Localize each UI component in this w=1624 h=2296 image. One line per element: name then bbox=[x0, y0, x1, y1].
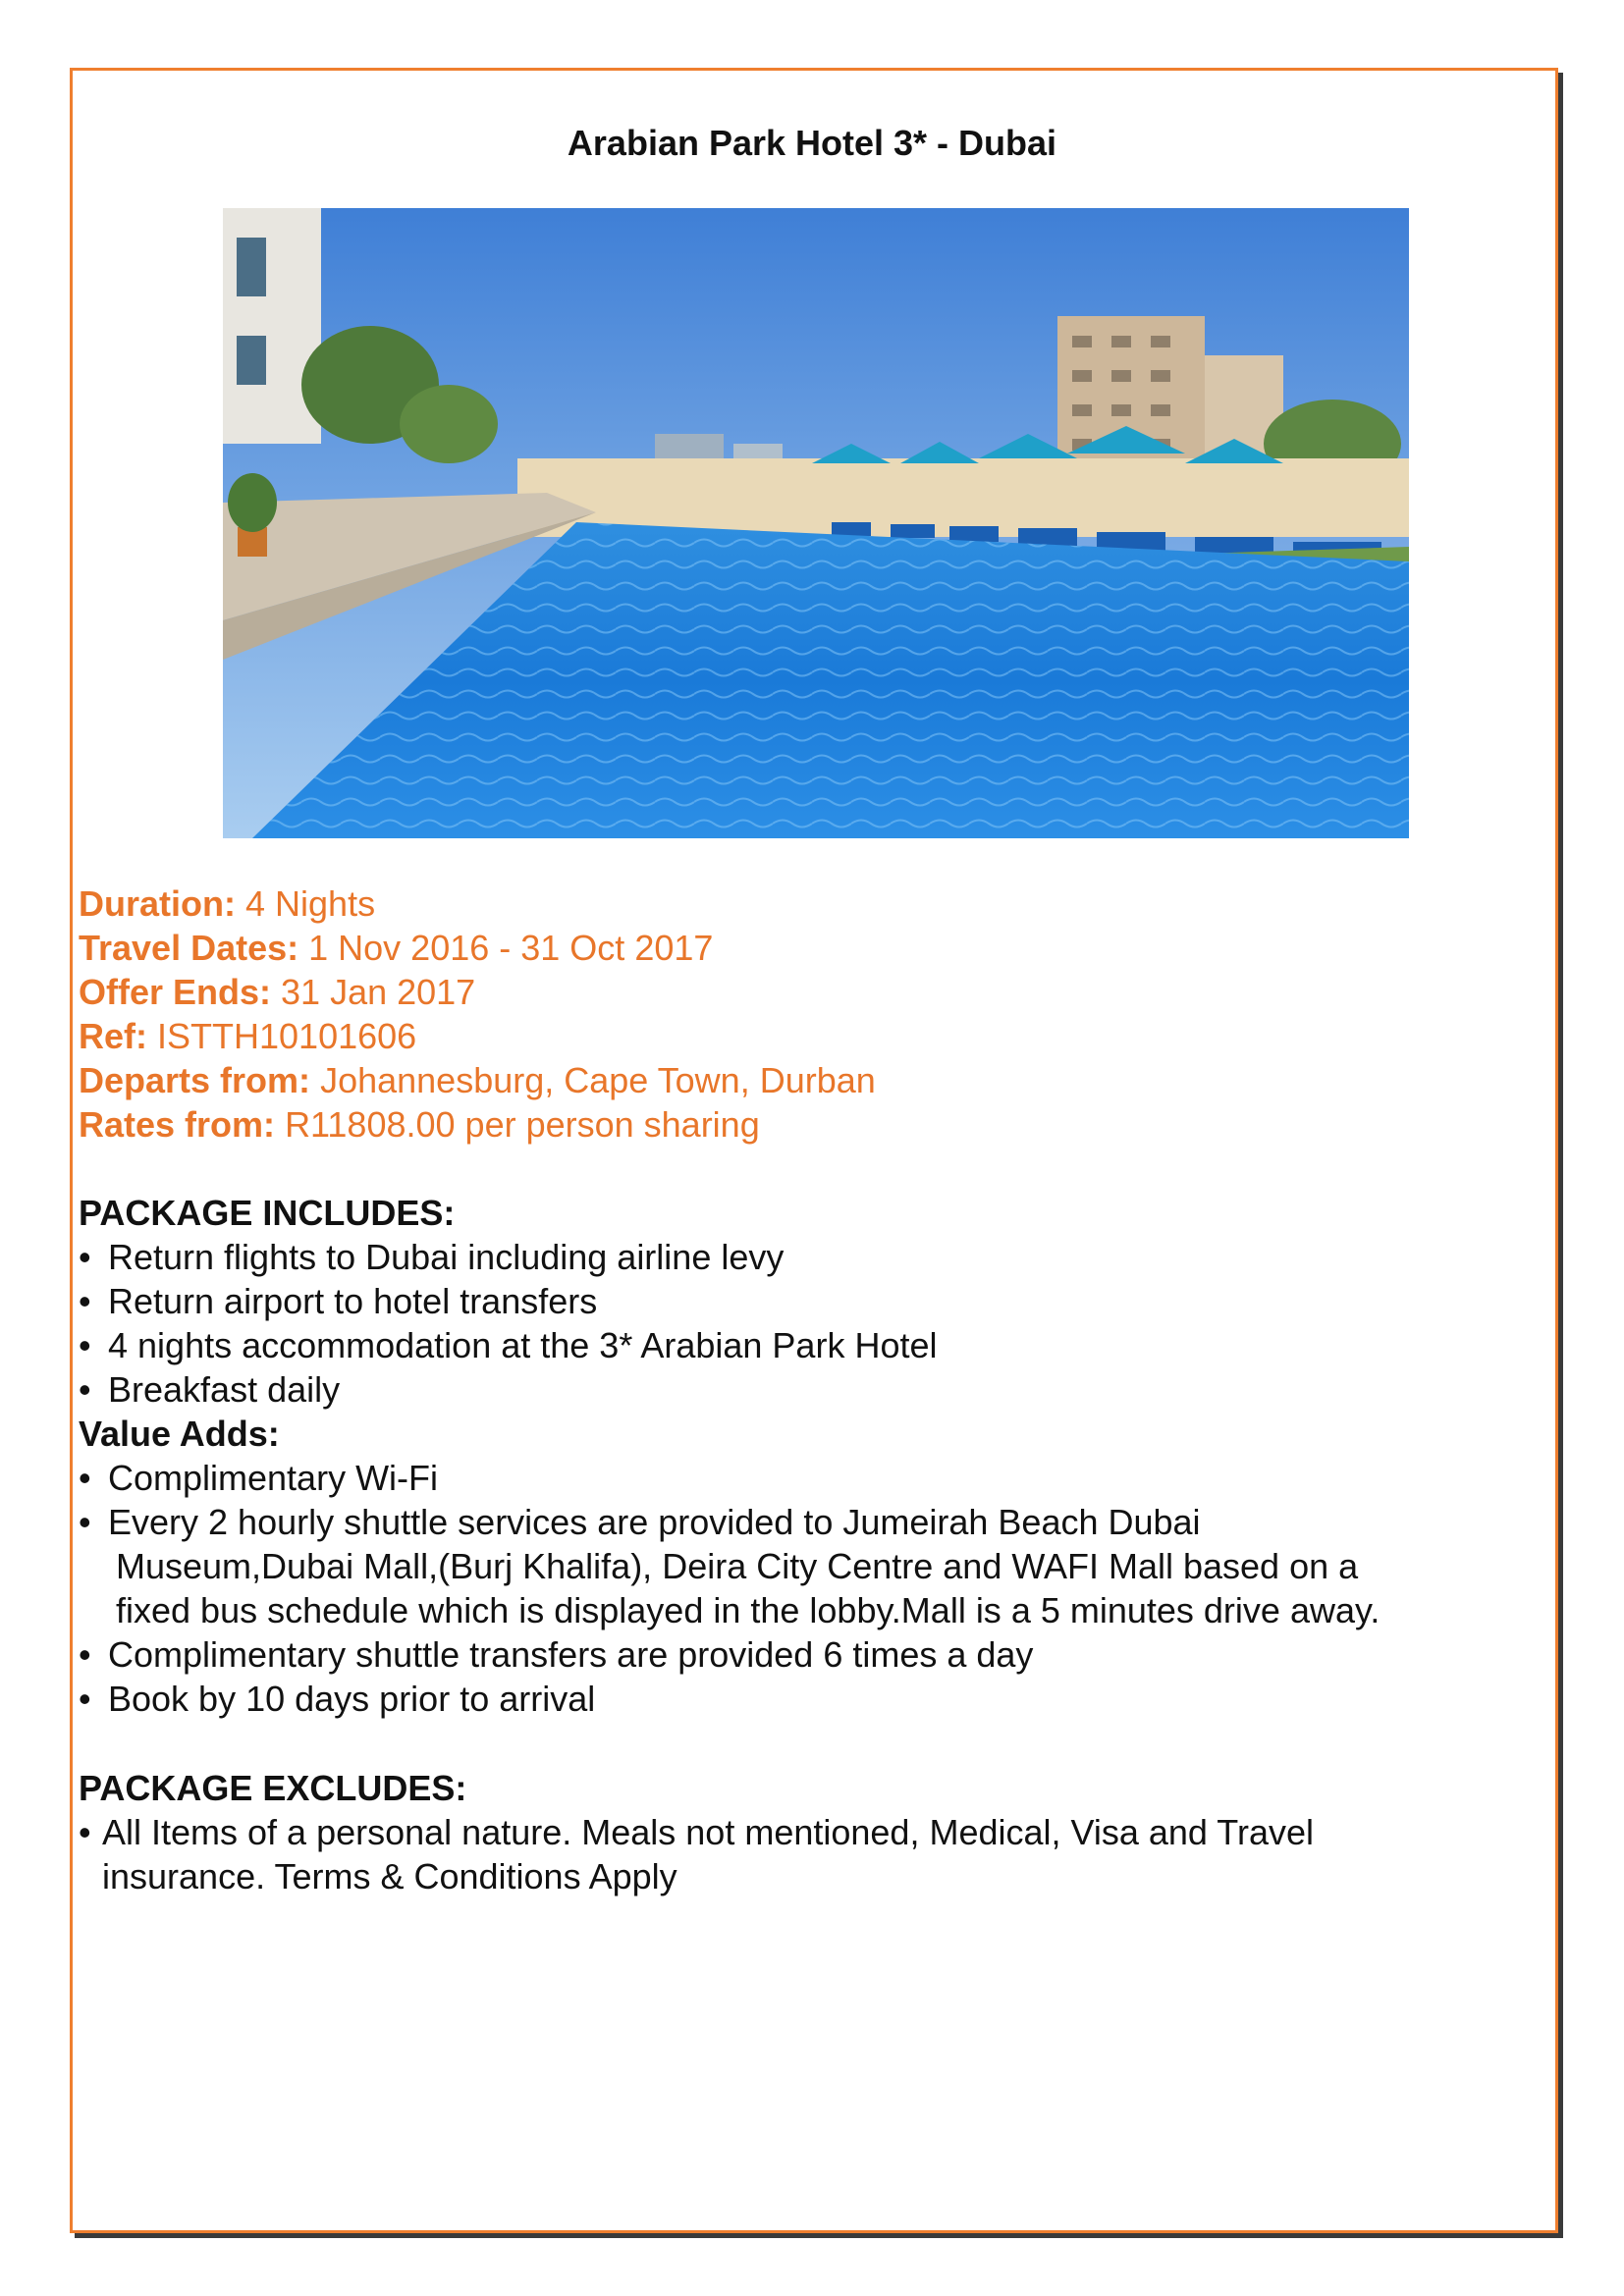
detail-value: Johannesburg, Cape Town, Durban bbox=[320, 1060, 876, 1100]
list-item-continuation bbox=[79, 1544, 1532, 1588]
package-includes-section bbox=[79, 1191, 1532, 1721]
list-item-continuation bbox=[79, 1854, 1532, 1898]
list-item-text: Every 2 hourly shuttle services are provided to Jumeirah Beach Dubai bbox=[108, 1502, 1201, 1542]
detail-offer-ends bbox=[79, 970, 1532, 1014]
list-item-text: Museum,Dubai Mall,(Burj Khalifa), Deira City Centre and WAFI Mall based on a bbox=[116, 1546, 1359, 1586]
includes-heading: PACKAGE INCLUDES: bbox=[79, 1193, 456, 1233]
list-item bbox=[79, 1677, 1532, 1721]
list-item bbox=[79, 1632, 1532, 1677]
bullet-icon: • bbox=[79, 1237, 91, 1277]
bullet-icon: • bbox=[79, 1634, 91, 1675]
bullet-icon: • bbox=[79, 1281, 91, 1321]
detail-label: Duration: bbox=[79, 883, 236, 924]
list-item bbox=[79, 1279, 1532, 1323]
detail-label: Rates from: bbox=[79, 1104, 276, 1145]
detail-travel-dates bbox=[79, 926, 1532, 970]
value-adds-heading: Value Adds: bbox=[79, 1414, 280, 1454]
list-item bbox=[79, 1456, 1532, 1500]
list-item bbox=[79, 1810, 1532, 1854]
list-item-text: Book by 10 days prior to arrival bbox=[108, 1679, 596, 1719]
list-item-text: Complimentary shuttle transfers are provided 6 times a day bbox=[108, 1634, 1034, 1675]
detail-label: Travel Dates: bbox=[79, 928, 299, 968]
list-item bbox=[79, 1235, 1532, 1279]
list-item-text: Breakfast daily bbox=[108, 1369, 341, 1410]
list-item bbox=[79, 1323, 1532, 1367]
bullet-icon: • bbox=[79, 1812, 91, 1852]
detail-label: Departs from: bbox=[79, 1060, 311, 1100]
bullet-icon: • bbox=[79, 1679, 91, 1719]
list-item-text: insurance. Terms & Conditions Apply bbox=[102, 1856, 677, 1896]
list-item-text: Return flights to Dubai including airline levy bbox=[108, 1237, 785, 1277]
detail-value: 31 Jan 2017 bbox=[281, 972, 476, 1012]
bullet-icon: • bbox=[79, 1502, 91, 1542]
list-item-text: All Items of a personal nature. Meals not mentioned, Medical, Visa and Travel bbox=[102, 1812, 1314, 1852]
detail-value: ISTTH10101606 bbox=[157, 1016, 417, 1056]
list-item-text: Complimentary Wi-Fi bbox=[108, 1458, 439, 1498]
excludes-heading: PACKAGE EXCLUDES: bbox=[79, 1768, 467, 1808]
list-item-text: fixed bus schedule which is displayed in the lobby.Mall is a 5 minutes drive away. bbox=[116, 1590, 1380, 1630]
bullet-icon: • bbox=[79, 1325, 91, 1365]
page-title: Arabian Park Hotel 3* - Dubai bbox=[567, 123, 1057, 163]
detail-ref bbox=[79, 1014, 1532, 1058]
hotel-pool-photo bbox=[223, 208, 1409, 838]
list-item-text: 4 nights accommodation at the 3* Arabian Park Hotel bbox=[108, 1325, 938, 1365]
detail-label: Ref: bbox=[79, 1016, 147, 1056]
bullet-icon: • bbox=[79, 1369, 91, 1410]
detail-value: R11808.00 per person sharing bbox=[285, 1104, 760, 1145]
detail-departs-from bbox=[79, 1058, 1532, 1102]
detail-value: 1 Nov 2016 - 31 Oct 2017 bbox=[308, 928, 714, 968]
detail-value: 4 Nights bbox=[245, 883, 376, 924]
list-item-text: Return airport to hotel transfers bbox=[108, 1281, 598, 1321]
package-excludes-section bbox=[79, 1766, 1532, 1898]
detail-rates-from bbox=[79, 1102, 1532, 1147]
offer-details bbox=[79, 881, 1532, 1147]
detail-label: Offer Ends: bbox=[79, 972, 272, 1012]
list-item bbox=[79, 1367, 1532, 1412]
bullet-icon: • bbox=[79, 1458, 91, 1498]
list-item-continuation bbox=[79, 1588, 1532, 1632]
detail-duration bbox=[79, 881, 1532, 926]
list-item bbox=[79, 1500, 1532, 1544]
